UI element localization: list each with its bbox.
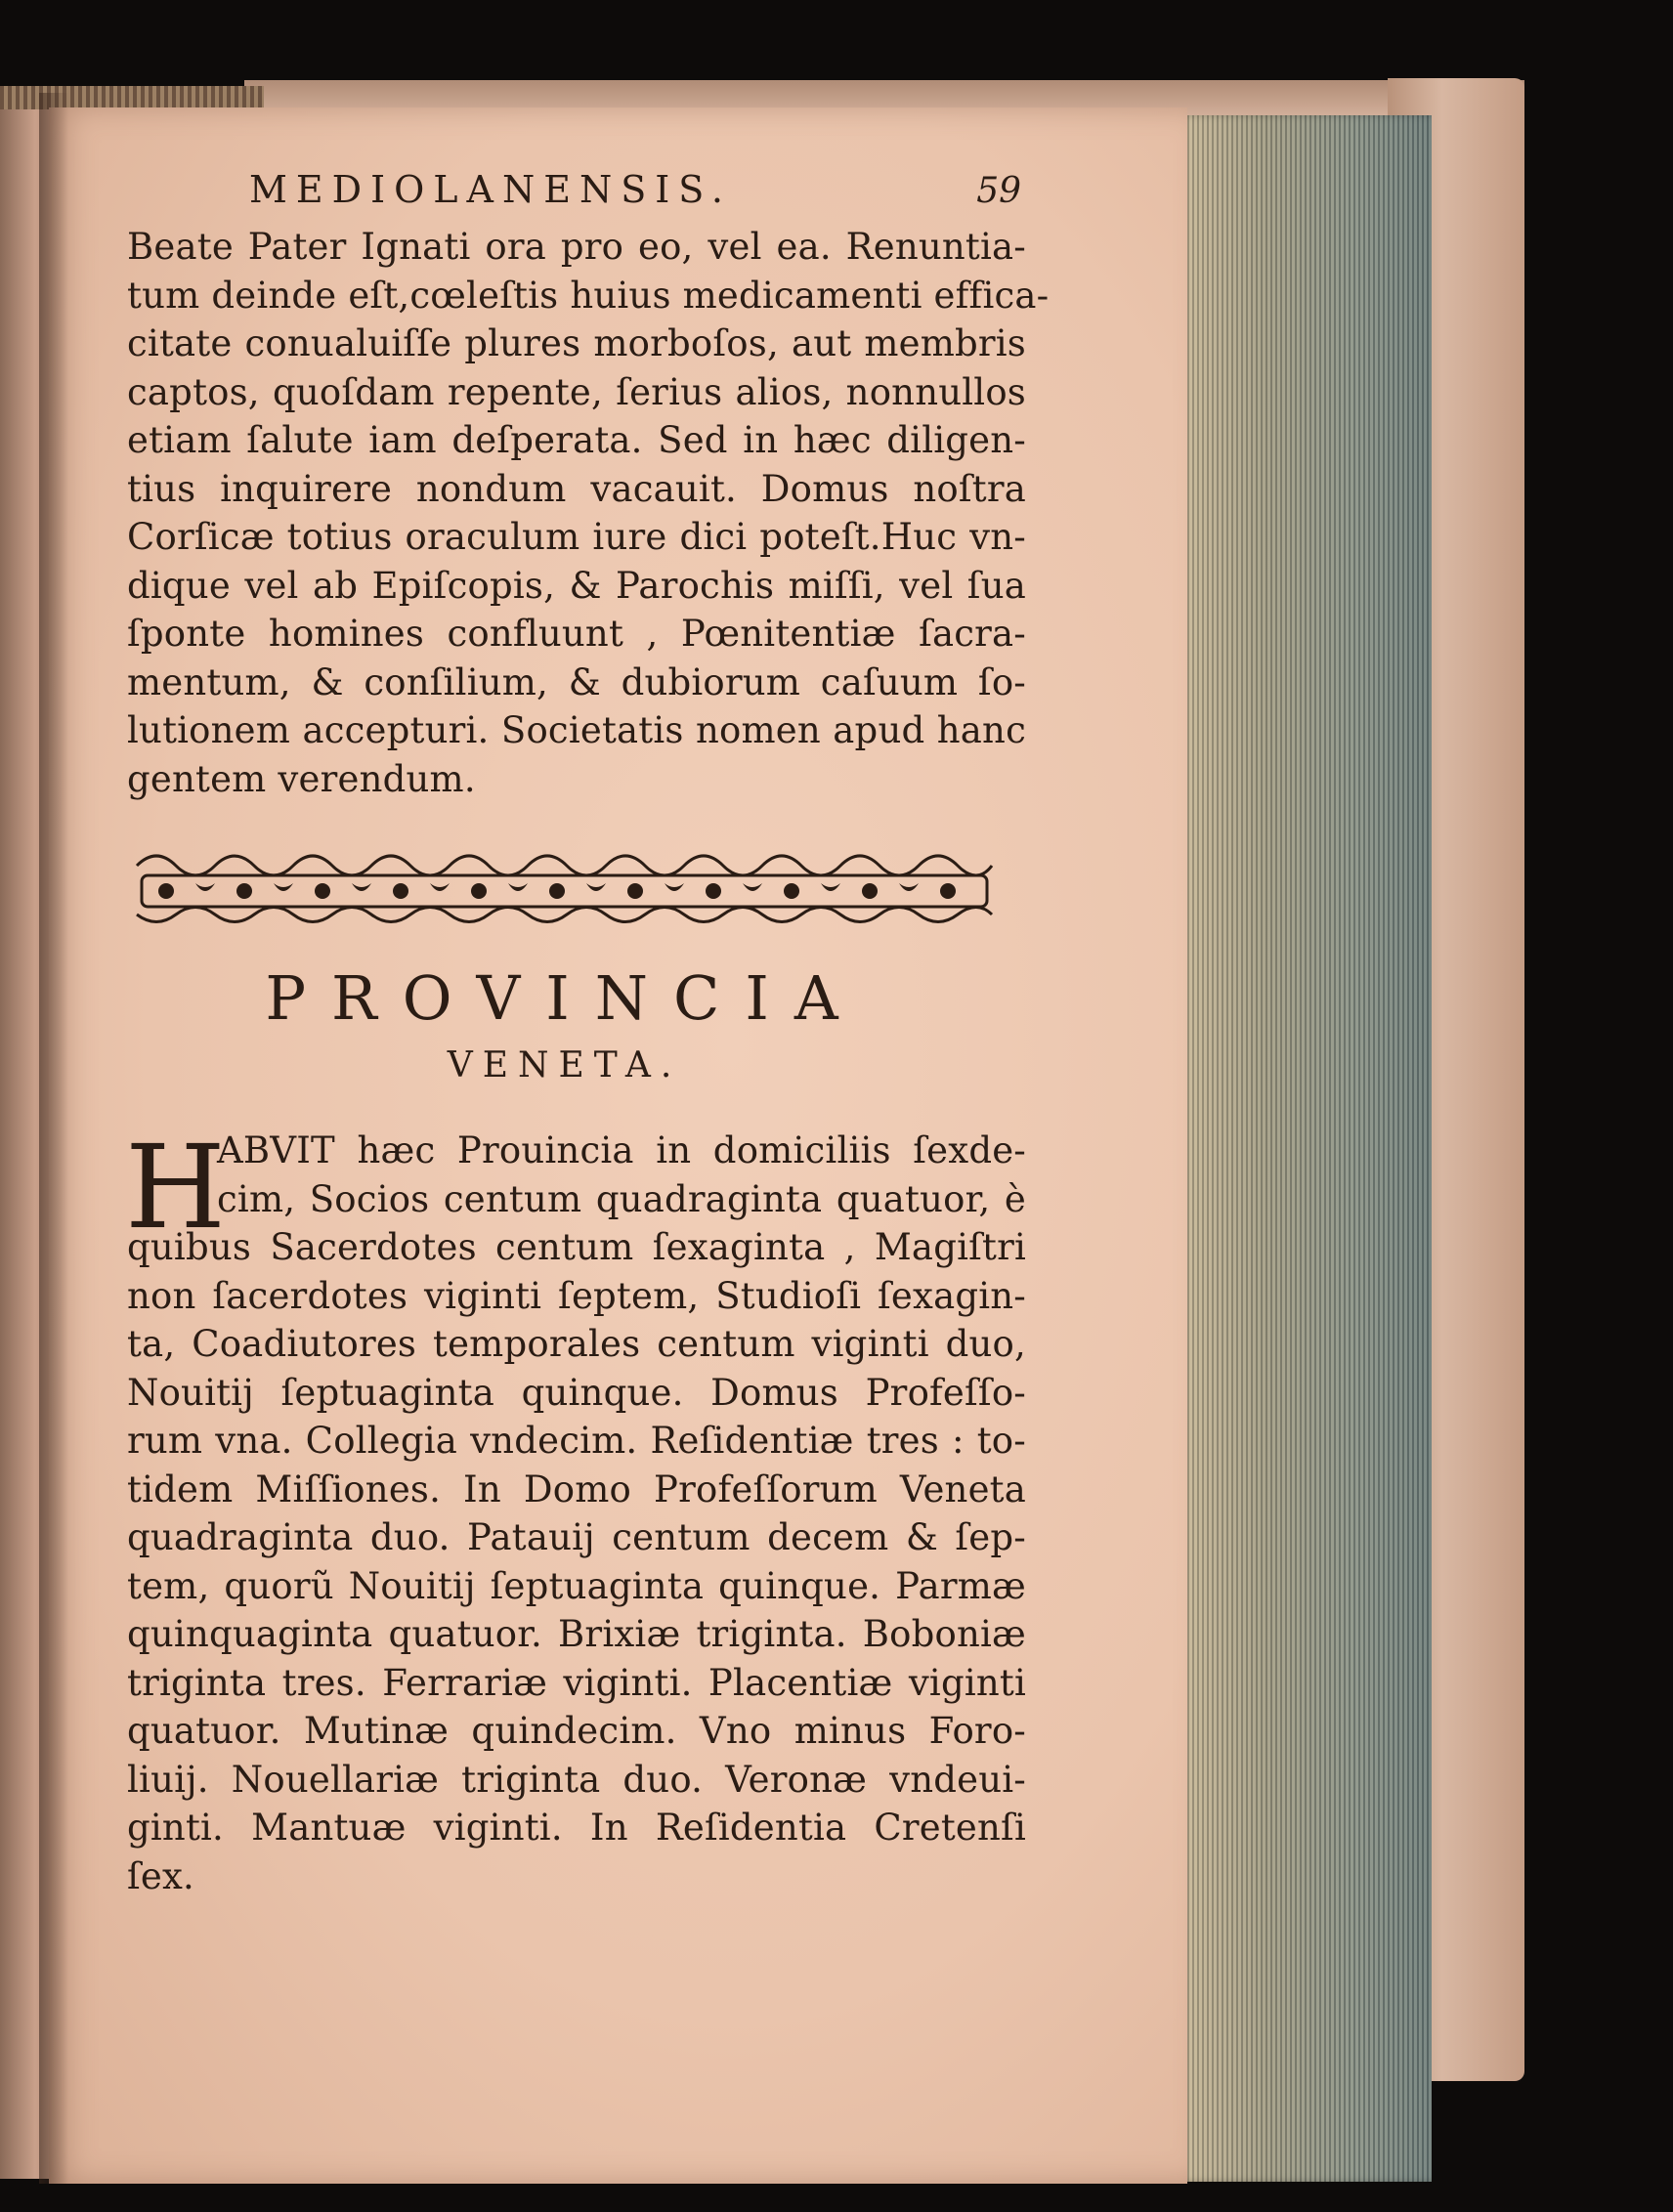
text-line: quibus Sacerdotes centum ſexaginta , Magiſtri xyxy=(127,1226,1026,1268)
text-line: rum vna. Collegia vndecim. Reſidentiæ tres : to- xyxy=(127,1420,1026,1462)
text-line: tius inquirere nondum vacauit. Domus noſtra xyxy=(127,467,1026,510)
section-subtitle: VENETA. xyxy=(447,1045,682,1085)
paragraph-1 xyxy=(127,223,1050,803)
text-line: quinquaginta quatuor. Brixiæ triginta. Boboniæ xyxy=(127,1613,1026,1655)
text-line: tidem Miſſiones. In Domo Profeſſorum Veneta xyxy=(127,1468,1026,1510)
catchword: ſex. xyxy=(127,1854,195,1897)
paragraph-2 xyxy=(125,1120,1026,1900)
section-title: PROVINCIA xyxy=(265,962,864,1034)
text-line: mentum, & conſilium, & dubiorum caſuum ſo- xyxy=(127,660,1026,703)
page-fore-edge xyxy=(1178,115,1432,2182)
drop-cap: H xyxy=(125,1120,226,1255)
text-line: non ſacerdotes viginti ſeptem, Studioſi ſexagin- xyxy=(127,1274,1026,1317)
ornamental-band-icon xyxy=(127,836,1002,934)
text-line: tum deinde eſt,cœleſtis huius medicamenti effica- xyxy=(127,274,1050,317)
text-line: ſponte homines confluunt , Pœnitentiæ ſacra- xyxy=(127,613,1026,655)
text-line: liuij. Nouellariæ triginta duo. Veronæ vndeui- xyxy=(127,1758,1026,1801)
running-head-title: MEDIOLANENSIS. xyxy=(249,168,732,211)
text-line: Corſicæ totius oraculum iure dici poteſt.Huc vn- xyxy=(127,516,1026,558)
text-line: Beate Pater Ignati ora pro eo, vel ea. Renuntia- xyxy=(127,226,1026,268)
gutter-shadow xyxy=(39,93,68,2184)
text-line: ginti. Mantuæ viginti. In Reſidentia Cretenſi xyxy=(127,1807,1026,1849)
text-line: captos, quoſdam repente, ſerius alios, nonnullos xyxy=(127,370,1026,413)
text-line: Nouitij ſeptuaginta quinque. Domus Profeſſo- xyxy=(127,1371,1026,1414)
text-line: triginta tres. Ferrariæ viginti. Placentiæ viginti xyxy=(127,1661,1026,1704)
page-number: 59 xyxy=(976,171,1021,211)
text-line: quadraginta duo. Patauij centum decem & ſep- xyxy=(127,1516,1026,1558)
running-head xyxy=(249,168,1021,227)
text-line: ABVIT hæc Prouincia in domiciliis ſexde- xyxy=(217,1129,1026,1171)
text-line: tem, quorũ Nouitij ſeptuaginta quinque. Parmæ xyxy=(127,1564,1026,1607)
text-line: citate conualuiſſe plures morboſos, aut membris xyxy=(127,322,1026,364)
text-line: etiam ſalute iam deſperata. Sed in hæc diligen- xyxy=(127,419,1026,461)
text-line: lutionem accepturi. Societatis nomen apud hanc xyxy=(127,709,1026,751)
text-line: cim, Socios centum quadraginta quatuor, è xyxy=(217,1177,1026,1220)
text-line: dique vel ab Epiſcopis, & Parochis miſſi, vel ſua xyxy=(127,564,1026,607)
text-line: quatuor. Mutinæ quindecim. Vno minus Foro- xyxy=(127,1710,1026,1752)
text-line: ta, Coadiutores temporales centum viginti duo, xyxy=(127,1323,1026,1365)
text-line: gentem verendum. xyxy=(127,757,476,800)
